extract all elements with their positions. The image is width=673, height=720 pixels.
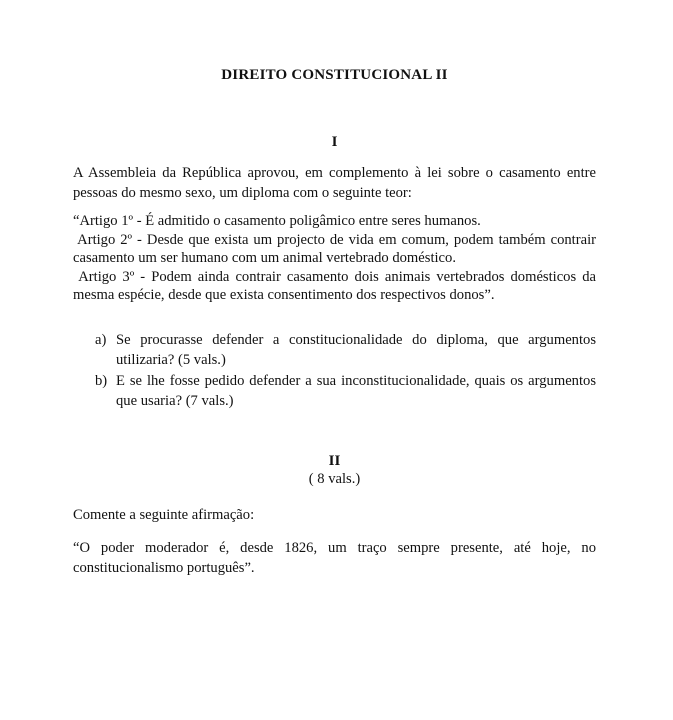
article-line: Artigo 3º - Podem ainda contrair casamento dois animais vertebrados domésticos da xyxy=(73,268,596,285)
intro-line: A Assembleia da República aprovou, em complemento à lei sobre o casamento entre xyxy=(73,165,596,181)
question-item-a xyxy=(95,330,596,370)
question-list xyxy=(95,330,596,412)
section-heading-1: I xyxy=(331,134,338,150)
question-line: Se procurasse defender a constitucionalidade do diploma, que argumentos xyxy=(116,332,596,348)
question-text xyxy=(116,330,596,370)
question-item-b xyxy=(95,371,596,411)
section-2-quote xyxy=(73,538,596,578)
section-2-points: ( 8 vals.) xyxy=(308,471,361,487)
question-text xyxy=(116,371,596,411)
articles-block xyxy=(73,212,596,305)
section-heading-2: II xyxy=(328,453,341,469)
question-marker: a) xyxy=(95,332,107,348)
question-marker: b) xyxy=(95,373,108,389)
question-line: que usaria? (7 vals.) xyxy=(116,393,234,409)
intro-line: pessoas do mesmo sexo, um diploma com o seguinte teor: xyxy=(73,185,412,201)
quote-line: “O poder moderador é, desde 1826, um traço sempre presente, até hoje, no xyxy=(73,540,596,556)
article-line: Artigo 2º - Desde que exista um projecto de vida em comum, podem também contrair xyxy=(73,231,596,248)
question-line: E se lhe fosse pedido defender a sua inconstitucionalidade, quais os argumentos xyxy=(116,373,596,389)
section-2-instruction xyxy=(73,505,596,525)
instruction-line: Comente a seguinte afirmação: xyxy=(73,507,255,523)
article-line: casamento um ser humano com um animal vertebrado doméstico. xyxy=(73,250,456,267)
article-line: mesma espécie, desde que exista consentimento dos respectivos donos”. xyxy=(73,287,495,304)
article-line: “Artigo 1º - É admitido o casamento poligâmico entre seres humanos. xyxy=(73,213,481,229)
document-title: DIREITO CONSTITUCIONAL II xyxy=(221,67,448,83)
section-1-intro xyxy=(73,163,596,203)
question-line: utilizaria? (5 vals.) xyxy=(116,352,226,368)
quote-line: constitucionalismo português”. xyxy=(73,560,255,576)
